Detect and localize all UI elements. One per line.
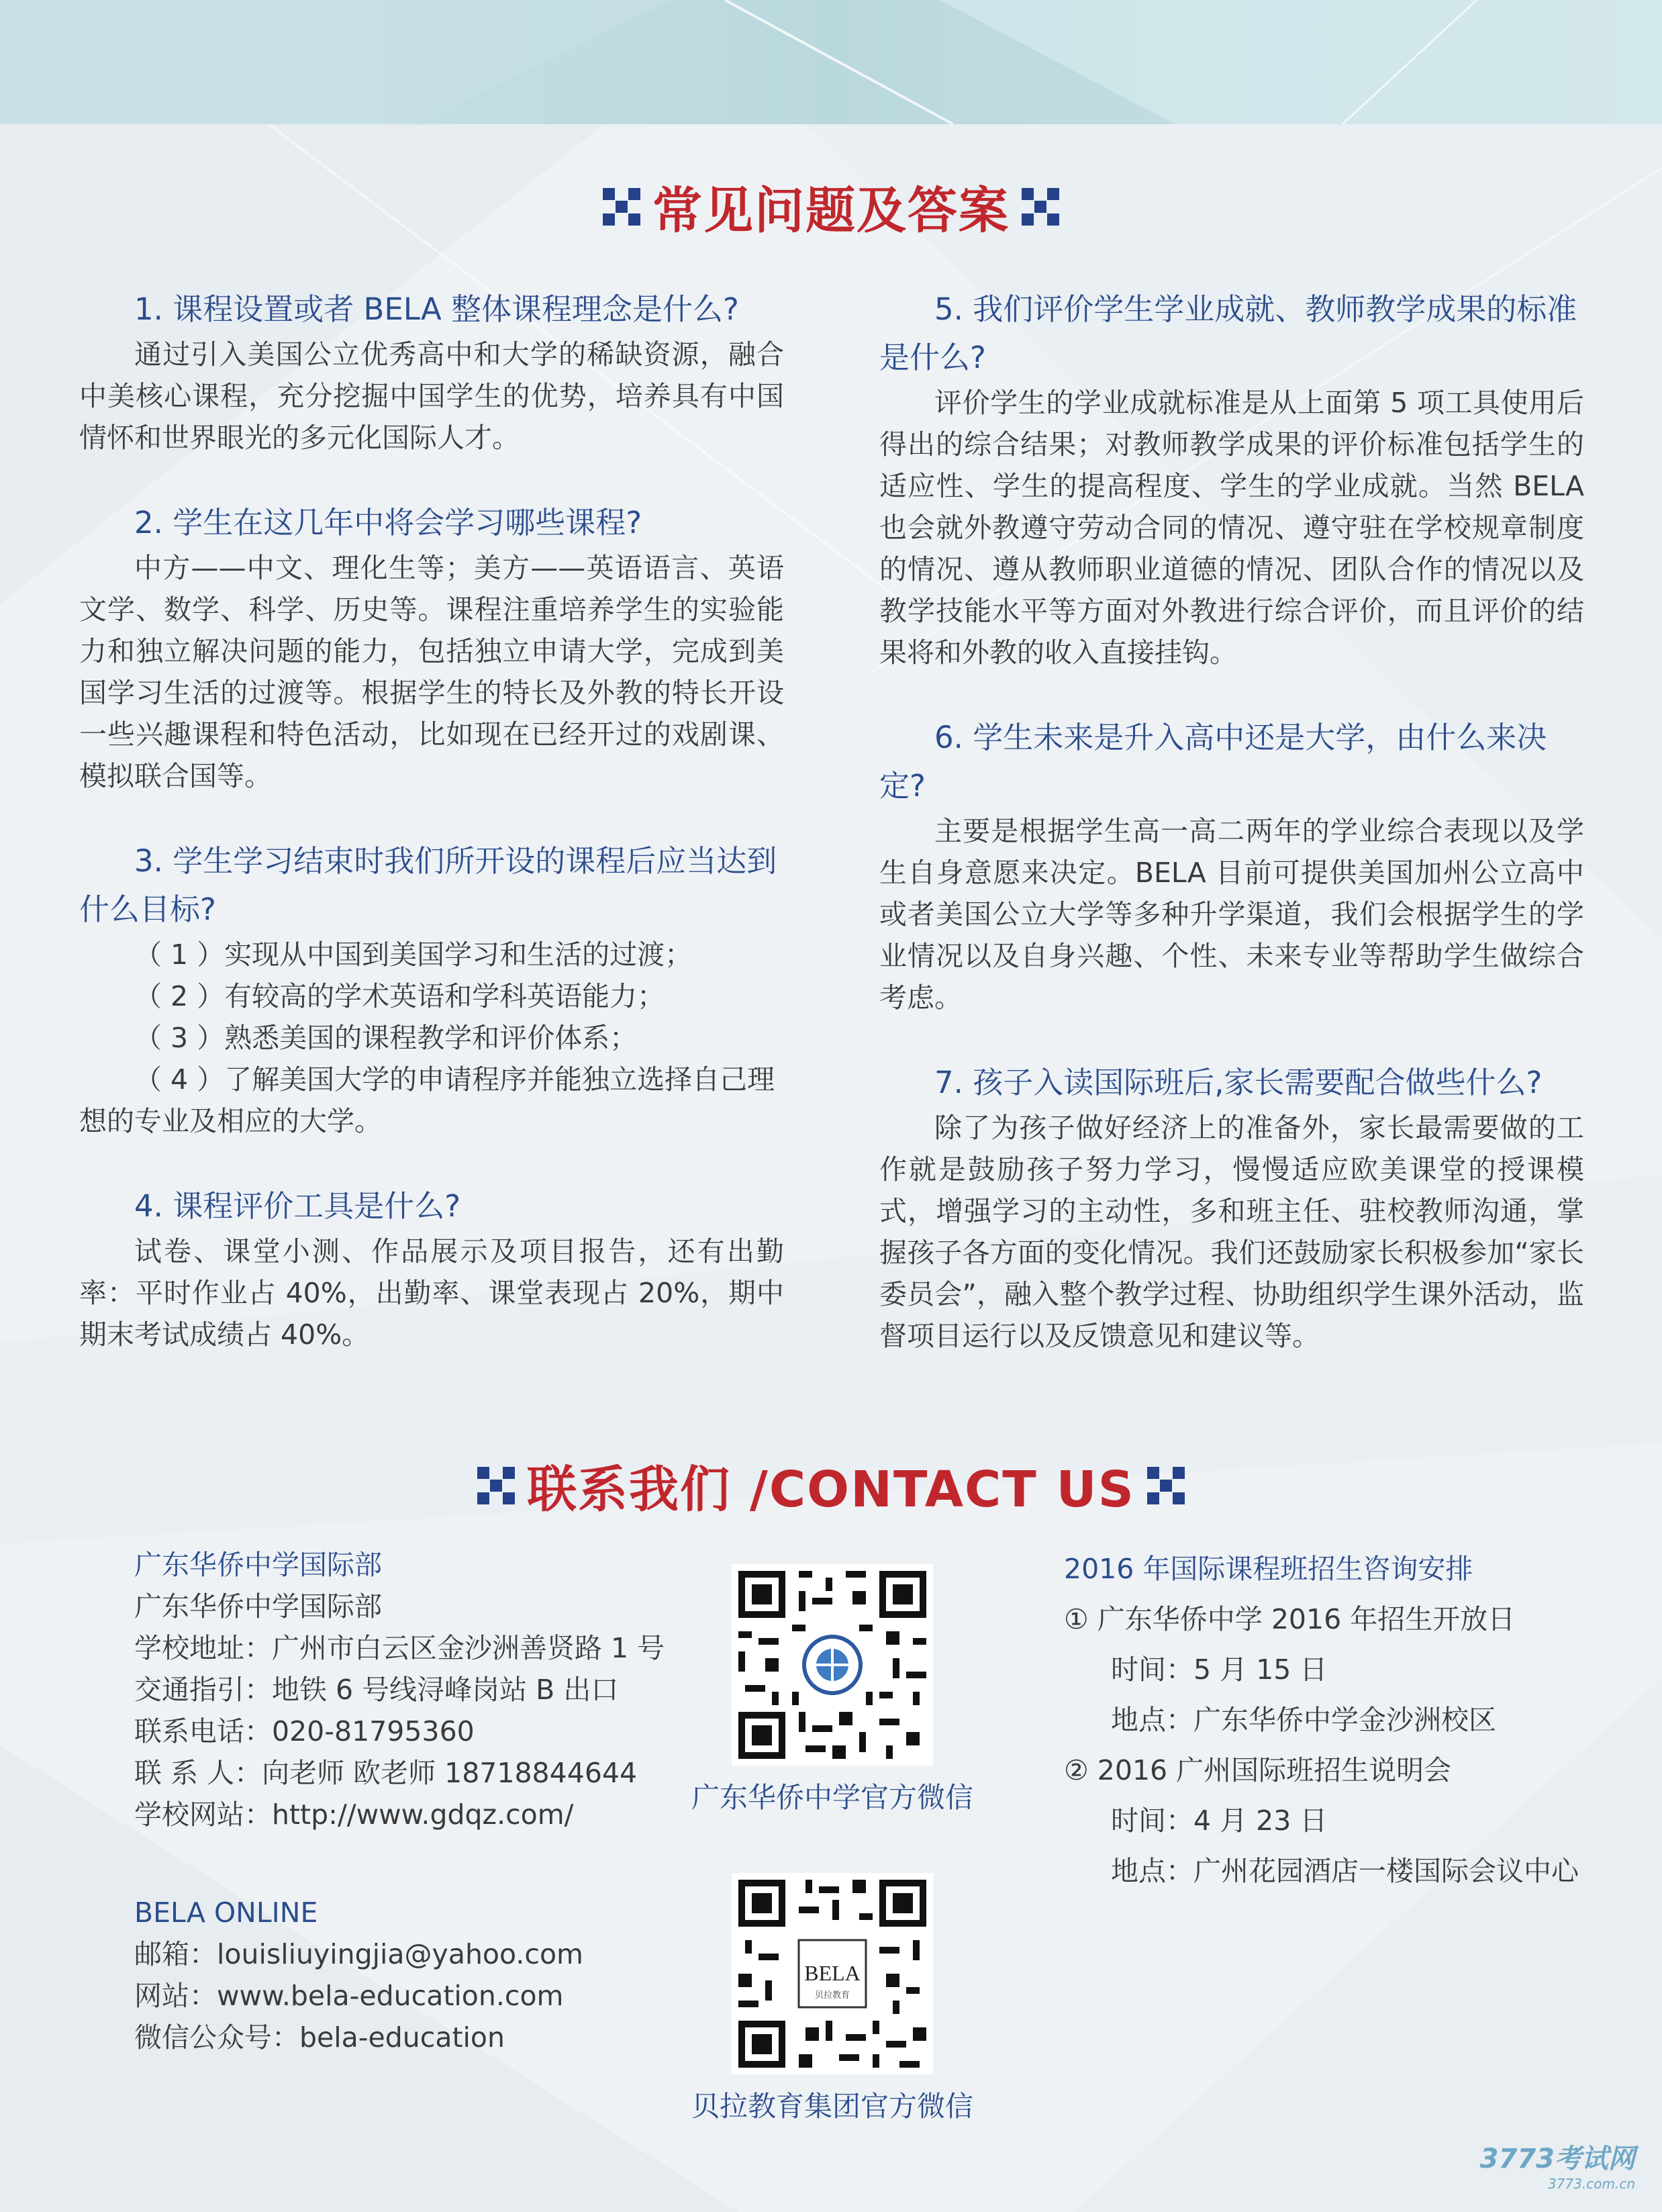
watermark-sub: 3773.com.cn [1548,2176,1635,2192]
schedule-event-2-place: 地点：广州花园酒店一楼国际会议中心 [1111,1855,1579,1887]
cross-ornament-icon [1147,1467,1185,1504]
faq-title-row [0,171,1662,242]
bela-logo-subtext: 贝拉教育 [814,1990,850,2001]
faq-answer-4: 试卷、课堂小测、作品展示及项目报告，还有出勤率：平时作业占 40%，出勤率、课堂表现占 20%，期中期末考试成绩占 40%。 [79,1235,784,1351]
faq-title: 常见问题及答案 [652,182,1010,240]
qr-caption-bela: 贝拉教育集团官方微信 [691,2090,973,2123]
school-contact-person: 联 系 人：向老师 欧老师 18718844644 [134,1757,638,1789]
admission-schedule-block [1064,1544,1614,1896]
contact-title: 联系我们 /CONTACT US [527,1461,1135,1519]
qr-caption-school: 广东华侨中学官方微信 [691,1781,973,1814]
faq-answer-2: 中方——中文、理化生等；美方——英语语言、英语文学、数学、科学、历史等。课程注重培养学生的实验能力和独立解决问题的能力，包括独立申请大学，完成到美国学习生活的过渡等。根据学生的特长及外教的特长开设一些兴趣课程和特色活动，比如现在已经开过的戏剧课、模拟联合国等。 [79,552,784,792]
schedule-event-2-time: 时间：4 月 23 日 [1111,1805,1328,1837]
schedule-event-1-time: 时间：5 月 15 日 [1111,1653,1328,1686]
schedule-event-2: ② 2016 广州国际班招生说明会 [1064,1754,1452,1786]
faq-question-1: 1. 课程设置或者 BELA 整体课程理念是什么? [134,291,739,327]
watermark-main: 3773考试网 [1479,2144,1635,2174]
bela-heading: BELA ONLINE [134,1896,318,1929]
schedule-heading: 2016 年国际课程班招生咨询安排 [1064,1553,1473,1585]
qr-code-bela [732,1873,933,2074]
schedule-event-1: ① 广东华侨中学 2016 年招生开放日 [1064,1603,1516,1635]
faq-answer-3-item-3: （ 3 ）熟悉美国的课程教学和评价体系； [134,1022,638,1054]
faq-answer-3-item-4: （ 4 ）了解美国大学的申请程序并能独立选择自己理想的专业及相应的大学。 [79,1063,775,1137]
faq-question-3: 3. 学生学习结束时我们所开设的课程后应当达到什么目标? [79,843,777,927]
faq-answer-5: 评价学生的学业成就标准是从上面第 5 项工具使用后得出的综合结果；对教师教学成果的评价标准包括学生的适应性、学生的提高程度、学生的学业成就。当然 BELA 也会就外教遵守劳动合同的情况、遵守驻在学校规章制度的情况、遵从教师职业道德的情况、团队合作的情况以及教学技能水平等方面对外教进行综合评价，而且评价的结果将和外教的收入直接挂钩。 [879,387,1584,669]
bela-logo-text: BELA [804,1961,861,1985]
site-watermark [1480,2137,1635,2192]
school-phone[interactable]: 联系电话：020-81795360 [134,1715,475,1747]
school-address: 学校地址：广州市白云区金沙洲善贤路 1 号 [134,1632,665,1664]
cross-ornament-icon [1022,188,1059,226]
faq-question-4: 4. 课程评价工具是什么? [134,1188,461,1224]
faq-left-column [79,285,784,1396]
bela-wechat: 微信公众号：bela-education [134,2021,505,2054]
school-transit: 交通指引：地铁 6 号线浔峰岗站 B 出口 [134,1674,619,1706]
faq-question-2: 2. 学生在这几年中将会学习哪些课程? [134,505,642,540]
faq-question-6: 6. 学生未来是升入高中还是大学，由什么来决定? [879,720,1547,804]
school-contact-block [134,1544,738,1835]
school-line: 广东华侨中学国际部 [134,1590,382,1623]
faq-question-5: 5. 我们评价学生学业成就、教师教学成果的标准是什么? [879,291,1577,375]
contact-title-row [0,1450,1662,1521]
faq-right-column [879,285,1584,1397]
faq-question-7: 7. 孩子入读国际班后,家长需要配合做些什么? [934,1065,1543,1100]
school-website-link[interactable]: 学校网站：http://www.gdqz.com/ [134,1798,574,1831]
bela-contact-block [134,1892,738,2058]
faq-answer-3-item-2: （ 2 ）有较高的学术英语和学科英语能力； [134,980,665,1012]
cross-ornament-icon [477,1467,515,1504]
cross-ornament-icon [603,188,640,226]
school-heading: 广东华侨中学国际部 [134,1549,382,1581]
qr-code-school [732,1564,933,1766]
faq-answer-7: 除了为孩子做好经济上的准备外，家长最需要做的工作就是鼓励孩子努力学习，慢慢适应欧美课堂的授课模式，增强学习的主动性，多和班主任、驻校教师沟通，掌握孩子各方面的变化情况。我们还鼓励家长积极参加“家长委员会”，融入整个教学过程、协助组织学生课外活动，监督项目运行以及反馈意见和建议等。 [879,1112,1584,1352]
schedule-event-1-place: 地点：广东华侨中学金沙洲校区 [1111,1704,1496,1736]
faq-answer-3-item-1: （ 1 ）实现从中国到美国学习和生活的过渡； [134,939,693,971]
faq-answer-6: 主要是根据学生高一高二两年的学业综合表现以及学生自身意愿来决定。BELA 目前可提供美国加州公立高中或者美国公立大学等多种升学渠道，我们会根据学生的学业情况以及自身兴趣、个性、未来专业等帮助学生做综合考虑。 [879,815,1584,1014]
faq-answer-1: 通过引入美国公立优秀高中和大学的稀缺资源，融合中美核心课程，充分挖掘中国学生的优势，培养具有中国情怀和世界眼光的多元化国际人才。 [79,338,784,454]
bela-website-link[interactable]: 网站：www.bela-education.com [134,1980,564,2012]
bela-email-link[interactable]: 邮箱：louisliuyingjia@yahoo.com [134,1938,583,1970]
